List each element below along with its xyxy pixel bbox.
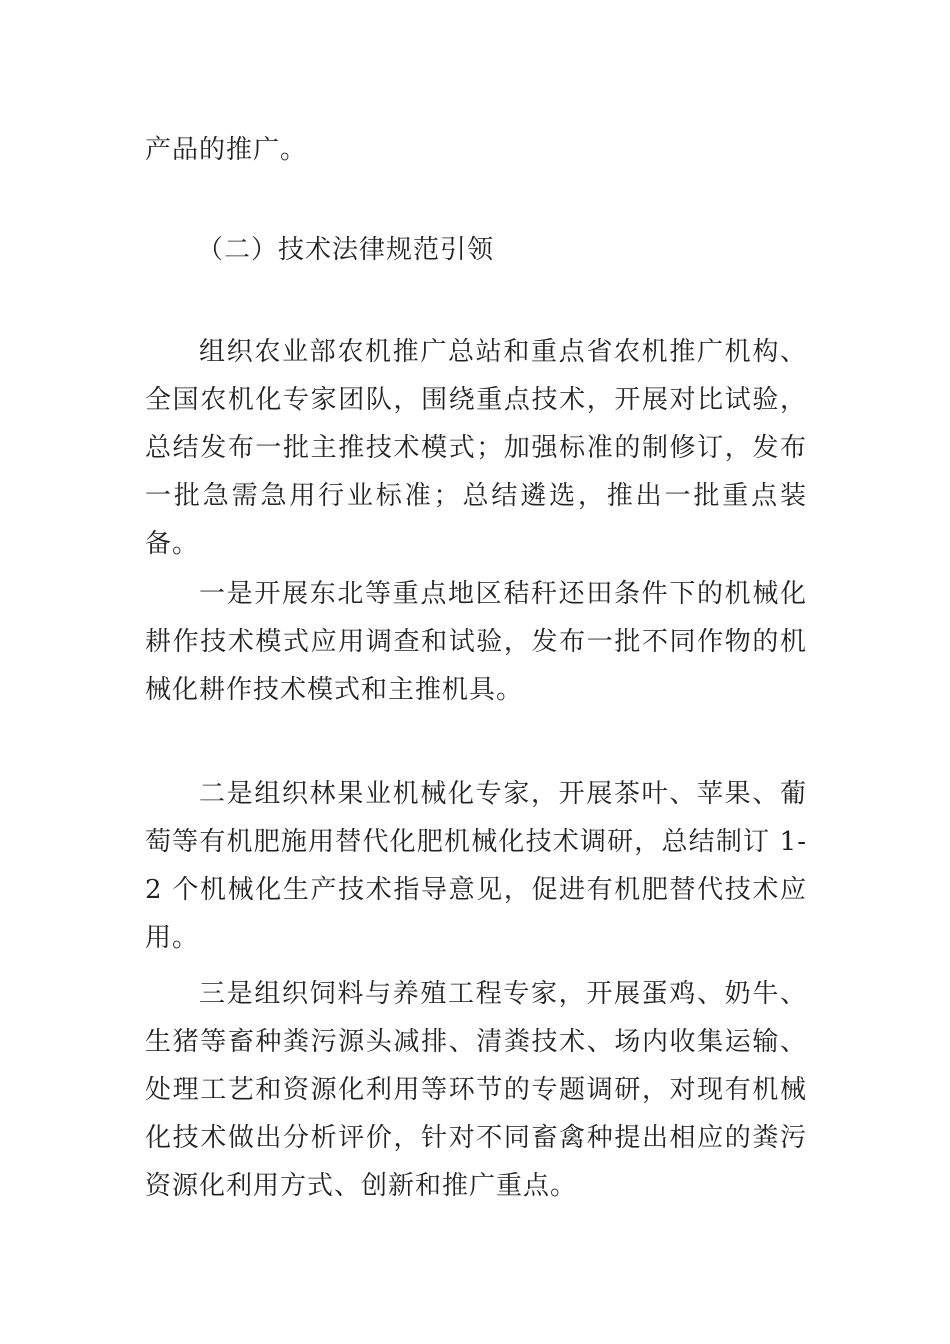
paragraph-second: 二是组织林果业机械化专家，开展茶叶、苹果、葡萄等有机肥施用替代化肥机械化技术调研，总结制订 1-2 个机械化生产技术指导意见，促进有机肥替代技术应用。 <box>145 779 807 953</box>
paragraph-first: 一是开展东北等重点地区秸秆还田条件下的机械化耕作技术模式应用调查和试验，发布一批不同作物的机械化耕作技术模式和主推机具。 <box>145 579 807 705</box>
section-heading: （二）技术法律规范引领 <box>197 235 495 265</box>
paragraph-third: 三是组织饲料与养殖工程专家，开展蛋鸡、奶牛、生猪等畜种粪污源头减排、清粪技术、场内收集运输、处理工艺和资源化利用等环节的专题调研，对现有机械化技术做出分析评价，针对不同畜禽种提出相应的粪污资源化利用方式、创新和推广重点。 <box>145 979 807 1201</box>
paragraph-intro: 组织农业部农机推广总站和重点省农机推广机构、全国农机化专家团队，围绕重点技术，开展对比试验，总结发布一批主推技术模式；加强标准的制修订，发布一批急需急用行业标准；总结遴选，推出一批重点装备。 <box>145 337 807 559</box>
continuation-text: 产品的推广。 <box>145 135 308 165</box>
